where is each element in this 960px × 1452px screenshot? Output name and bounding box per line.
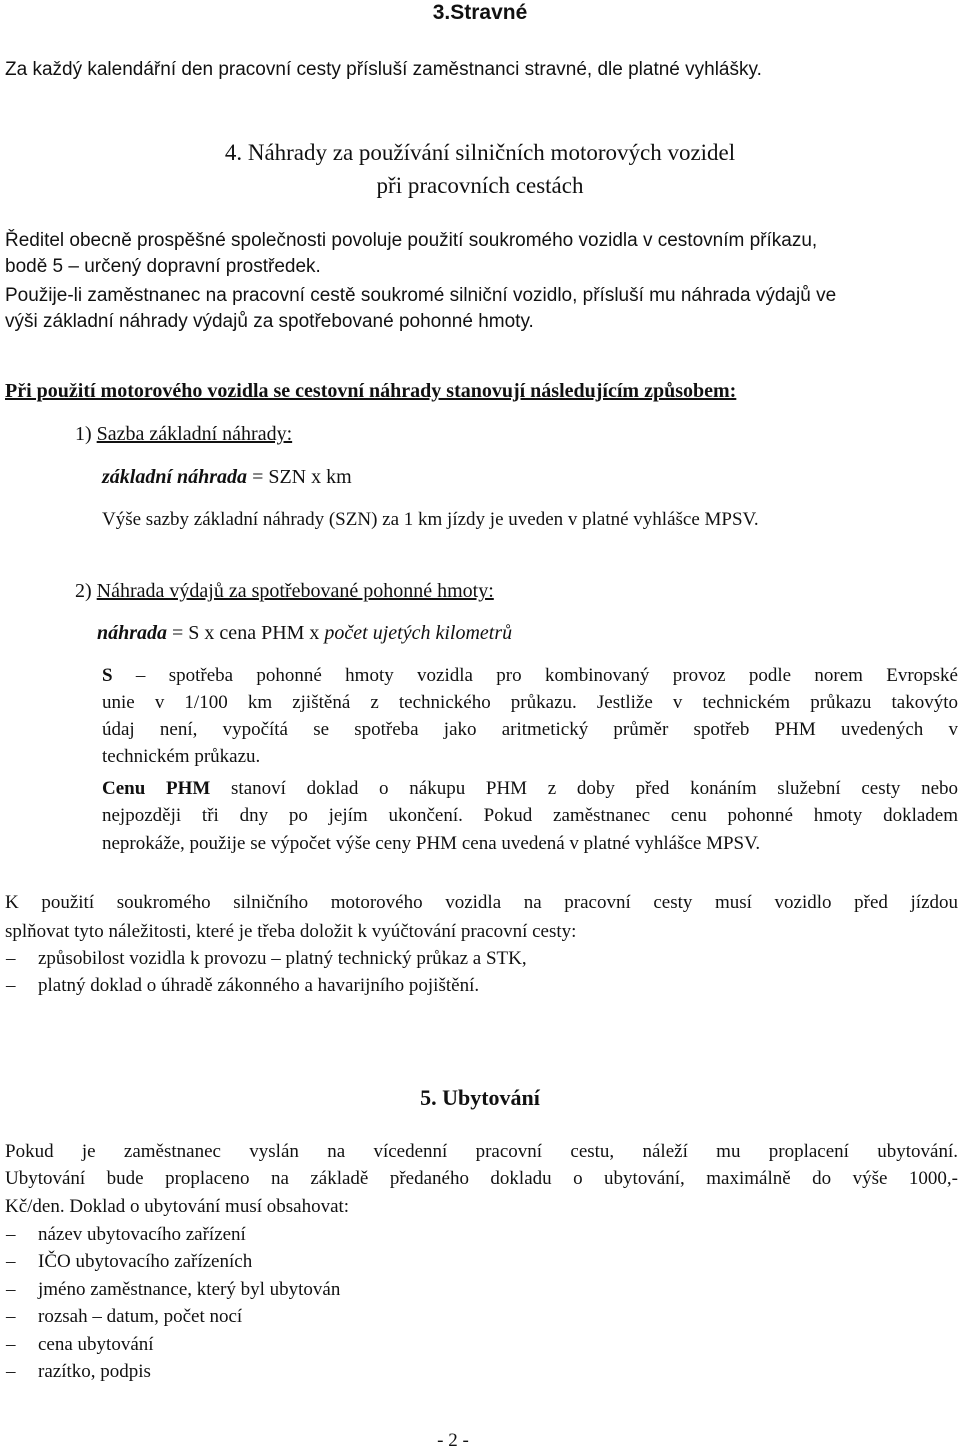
- list-item: jméno zaměstnance, který byl ubytován: [38, 1279, 341, 1300]
- section-4-title-line1: 4. Náhrady za používání silničních motorových vozidel: [224, 140, 736, 165]
- calculation-heading: Při použití motorového vozidla se cestovní náhrady stanovují následujícím způsobem:: [5, 380, 737, 402]
- item-1-note: Výše sazby základní náhrady (SZN) za 1 km jízdy je uveden v platné vyhlášce MPSV.: [102, 509, 759, 530]
- item-1: [75, 423, 292, 446]
- requirements-line-2: splňovat tyto náležitosti, které je třeba doložit k vyúčtování pracovní cesty:: [5, 921, 577, 942]
- bullet-dash: –: [6, 1224, 16, 1245]
- bullet-dash: –: [6, 975, 16, 996]
- section-5-paragraph-line-1: Pokud je zaměstnanec vyslán na vícedenní pracovní cestu, náleží mu proplacení ubytování.: [5, 1141, 958, 1162]
- list-item: razítko, podpis: [38, 1361, 151, 1382]
- section-5-paragraph-line-2: Ubytování bude proplaceno na základě předaného dokladu o ubytování, maximálně do výše 1000,-: [5, 1168, 958, 1189]
- item-1-number: 1): [75, 423, 97, 445]
- item-1-formula-rest: = SZN x km: [247, 466, 352, 488]
- price-definition-line-1: Cenu PHM stanoví doklad o nákupu PHM z doby před konáním služební cesty nebo: [102, 778, 959, 799]
- price-definition-line-2: nejpozději tři dny po jejím ukončení. Pokud zaměstnanec cenu pohonné hmoty dokladem: [102, 805, 958, 826]
- price-definition-term: Cenu PHM: [102, 778, 211, 799]
- s-definition-line-2: unie v 1/100 km zjištěná z technického průkazu. Jestliže v technickém průkazu takovýto: [102, 692, 958, 713]
- list-item: rozsah – datum, počet nocí: [38, 1306, 243, 1327]
- bullet-dash: –: [6, 1306, 16, 1327]
- item-2-number: 2): [75, 580, 97, 602]
- item-2-formula-mid: = S x cena PHM x: [167, 622, 325, 644]
- section-4-paragraph-1-line-1: Ředitel obecně prospěšné společnosti povoluje použití soukromého vozidla v cestovním příkazu,: [5, 230, 818, 251]
- section-4-title-line2: při pracovních cestách: [376, 173, 584, 198]
- item-1-formula-term: základní náhrada: [102, 466, 248, 488]
- requirements-line-1: K použití soukromého silničního motorového vozidla na pracovní cesty musí vozidlo před jízdou: [5, 892, 958, 913]
- item-2-formula: [97, 622, 512, 645]
- page-number: - 2 -: [437, 1430, 469, 1451]
- list-item: název ubytovacího zařízení: [38, 1224, 246, 1245]
- item-2: [75, 580, 494, 603]
- bullet-dash: –: [6, 1251, 16, 1272]
- s-definition-line-1: S – spotřeba pohonné hmoty vozidla pro kombinovaný provoz podle norem Evropské: [102, 665, 958, 686]
- bullet-dash: –: [6, 1361, 16, 1382]
- section-3-title: 3.Stravné: [432, 1, 528, 24]
- s-definition-line-3: údaj není, vypočítá se spotřeba jako aritmetický průměr spotřeb PHM uvedených v: [102, 719, 958, 740]
- price-definition-line-3: neprokáže, použije se výpočet výše ceny PHM cena uvedená v platné vyhlášce MPSV.: [102, 833, 761, 854]
- section-4-paragraph-2-line-2: výši základní náhrady výdajů za spotřebované pohonné hmoty.: [5, 311, 534, 332]
- section-5-paragraph-line-3: Kč/den. Doklad o ubytování musí obsahovat:: [5, 1196, 350, 1217]
- bullet-dash: –: [6, 948, 16, 969]
- list-item: způsobilost vozidla k provozu – platný technický průkaz a STK,: [38, 948, 527, 969]
- bullet-dash: –: [6, 1334, 16, 1355]
- s-definition-term: S: [102, 665, 113, 686]
- section-3-text: Za každý kalendářní den pracovní cesty přísluší zaměstnanci stravné, dle platné vyhlášky.: [5, 59, 762, 80]
- item-2-formula-term: náhrada: [97, 622, 168, 644]
- section-4-paragraph-1-line-2: bodě 5 – určený dopravní prostředek.: [5, 256, 321, 277]
- item-1-formula: [102, 466, 352, 489]
- section-4-paragraph-2-line-1: Použije-li zaměstnanec na pracovní cestě soukromé silniční vozidlo, přísluší mu náhrada výdajů ve: [5, 285, 837, 306]
- item-2-formula-end: počet ujetých kilometrů: [324, 622, 513, 644]
- item-1-label: Sazba základní náhrady:: [96, 423, 293, 445]
- list-item: platný doklad o úhradě zákonného a havarijního pojištění.: [38, 975, 480, 996]
- s-definition-line-4: technickém průkazu.: [102, 746, 261, 767]
- section-5-title: 5. Ubytování: [420, 1085, 540, 1110]
- list-item: cena ubytování: [38, 1334, 154, 1355]
- bullet-dash: –: [6, 1279, 16, 1300]
- list-item: IČO ubytovacího zařízeních: [38, 1251, 253, 1272]
- item-2-label: Náhrada výdajů za spotřebované pohonné hmoty:: [96, 580, 494, 602]
